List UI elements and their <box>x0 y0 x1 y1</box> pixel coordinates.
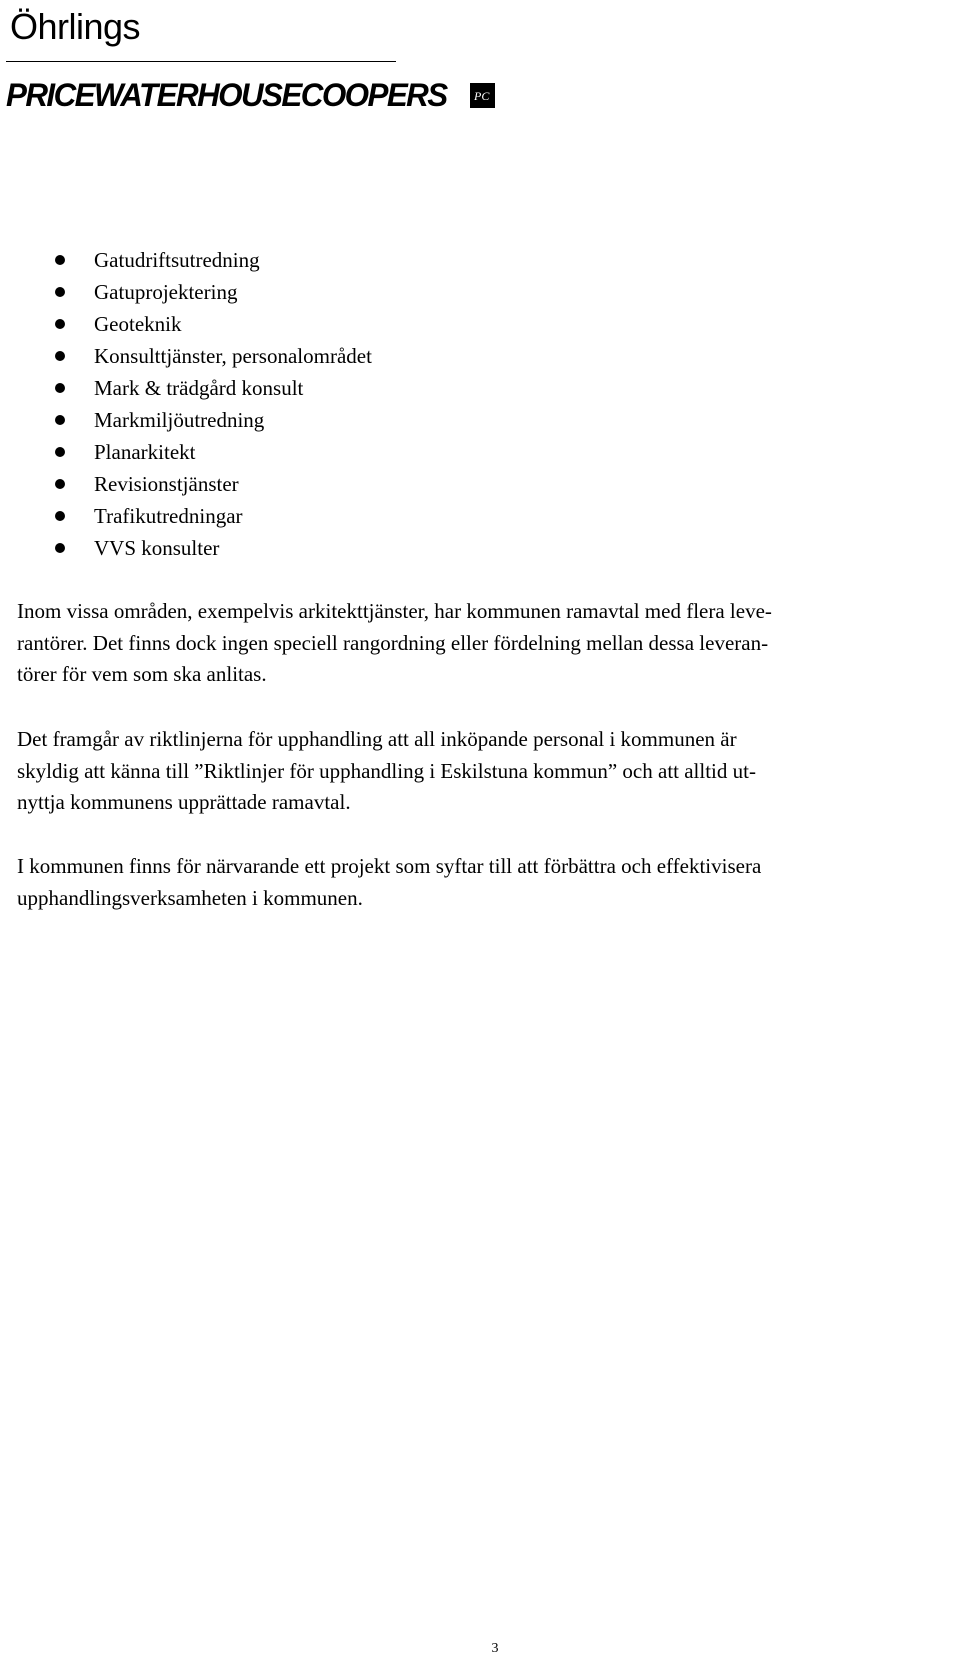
list-item <box>0 404 372 436</box>
paragraph-line: rantörer. Det finns dock ingen speciell rangordning eller fördelning mellan dessa leveran- <box>17 630 769 655</box>
list-item <box>0 436 372 468</box>
bullet-icon <box>55 383 65 393</box>
list-item-text: Gatudriftsutredning <box>94 248 260 272</box>
brand-name: Öhrlings <box>10 6 141 47</box>
bullet-icon <box>55 415 65 425</box>
paragraph-line: Det framgår av riktlinjerna för upphandling att all inköpande personal i kommunen är <box>17 727 737 751</box>
bullet-icon <box>55 543 65 553</box>
paragraph-improvement-project <box>17 851 942 914</box>
list-item-text: Konsulttjänster, personalområdet <box>94 344 372 368</box>
list-item-text: Planarkitekt <box>94 440 196 464</box>
bullet-icon <box>55 479 65 489</box>
paragraph-procurement-guidelines <box>17 724 942 819</box>
list-item-text: Markmiljöutredning <box>94 408 265 432</box>
page-number: 3 <box>491 1641 499 1656</box>
logo-mark-text: PC <box>473 88 489 103</box>
services-list <box>0 244 372 564</box>
list-item <box>0 308 372 340</box>
logo-wordmark: PRICEWATERHOUSECOOPERS <box>6 77 447 113</box>
company-logo <box>6 71 489 119</box>
paragraph-line: upphandlingsverksamheten i kommunen. <box>17 885 363 910</box>
paragraph-line: Inom vissa områden, exempelvis arkitekttjänster, har kommunen ramavtal med flera leve- <box>17 599 772 623</box>
list-item-text: Gatuprojektering <box>94 280 238 304</box>
list-item-text: Trafikutredningar <box>94 504 243 528</box>
bullet-icon <box>55 287 65 297</box>
svg-text:PC <box>473 89 490 103</box>
pwc-seal-icon <box>470 83 495 108</box>
list-item-text: Mark & trädgård konsult <box>94 376 304 400</box>
paragraph-framework-agreements <box>17 596 942 691</box>
list-item <box>0 468 372 500</box>
list-item <box>0 500 372 532</box>
list-item <box>0 244 372 276</box>
bullet-icon <box>55 351 65 361</box>
list-item-text: Geoteknik <box>94 312 182 336</box>
list-item <box>0 372 372 404</box>
bullet-icon <box>55 511 65 521</box>
bullet-icon <box>55 319 65 329</box>
paragraph-line: I kommunen finns för närvarande ett projekt som syftar till att förbättra och effektivisera <box>17 854 762 878</box>
list-item-text: Revisionstjänster <box>94 472 239 496</box>
list-item <box>0 276 372 308</box>
list-item-text: VVS konsulter <box>94 536 220 560</box>
list-item <box>0 532 372 564</box>
paragraph-line: skyldig att känna till ”Riktlinjer för upphandling i Eskilstuna kommun” och att alltid ut- <box>17 758 756 783</box>
paragraph-line: nyttja kommunens upprättade ramavtal. <box>17 790 351 814</box>
header-divider <box>6 61 396 62</box>
list-item <box>0 340 372 372</box>
bullet-icon <box>55 447 65 457</box>
bullet-icon <box>55 255 65 265</box>
paragraph-line: törer för vem som ska anlitas. <box>17 662 267 686</box>
letterhead <box>6 4 489 119</box>
